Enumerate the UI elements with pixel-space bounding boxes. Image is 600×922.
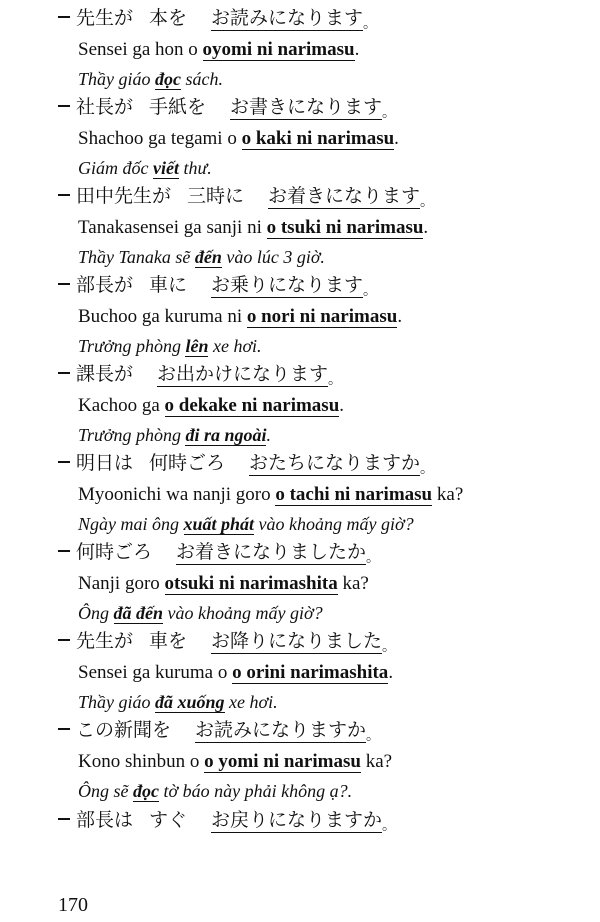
vietnamese-text: xe hơi. — [224, 692, 278, 712]
japanese-phrase: 車に — [149, 274, 188, 296]
romaji-text: ka? — [360, 751, 393, 772]
japanese-sentence — [58, 627, 396, 655]
romaji-text: . — [423, 217, 429, 238]
sentence-end-mark: 。 — [363, 283, 378, 299]
romaji-honorific: o yomi ni narimasu — [204, 751, 361, 772]
vietnamese-translation — [78, 778, 352, 804]
dash-bullet — [58, 372, 70, 374]
sentence-end-mark: 。 — [420, 194, 435, 210]
dash-bullet — [58, 283, 70, 285]
romaji-text: Kono shinbun o — [78, 751, 205, 772]
romaji-sentence — [78, 37, 359, 63]
sentence-end-mark: 。 — [366, 550, 381, 566]
romaji-honorific: oyomi ni narimasu — [202, 39, 355, 60]
vietnamese-text: tờ báo này phải không ạ?. — [159, 781, 353, 801]
vietnamese-verb: viết — [153, 158, 179, 178]
romaji-honorific: o tachi ni narimasu — [275, 484, 433, 505]
japanese-phrase: 田中先生が — [76, 185, 172, 207]
honorific-verb: おたちになりますか — [249, 452, 421, 474]
japanese-sentence — [58, 806, 396, 834]
japanese-phrase: この新聞を — [76, 719, 172, 741]
sentence-end-mark: 。 — [382, 818, 397, 834]
vietnamese-text: Trưởng phòng — [78, 336, 186, 356]
romaji-honorific: o tsuki ni narimasu — [266, 217, 424, 238]
sentence-end-mark: 。 — [363, 16, 378, 32]
romaji-text: . — [397, 306, 403, 327]
romaji-text: . — [394, 128, 399, 149]
japanese-sentence — [58, 93, 396, 121]
honorific-verb: お出かけになります — [157, 363, 329, 385]
romaji-text: . — [354, 39, 360, 60]
vietnamese-text: Giám đốc — [78, 158, 153, 178]
honorific-verb: お着きになりましたか — [176, 541, 367, 563]
vietnamese-text: Ông — [78, 603, 114, 623]
dash-bullet — [58, 639, 70, 641]
vietnamese-text: thư. — [178, 158, 212, 178]
romaji-sentence — [78, 393, 344, 419]
vietnamese-verb: lên — [185, 336, 209, 356]
romaji-sentence — [78, 482, 463, 508]
honorific-verb: お読みになります — [211, 7, 364, 29]
sentence-end-mark: 。 — [382, 105, 397, 121]
vietnamese-text: Thầy Tanaka sẽ — [78, 247, 195, 267]
romaji-sentence — [78, 304, 402, 330]
vietnamese-verb: xuất phát — [183, 514, 255, 534]
vietnamese-translation — [78, 155, 212, 181]
vietnamese-verb: đã xuống — [155, 692, 225, 712]
vietnamese-translation — [78, 333, 262, 359]
vietnamese-translation — [78, 689, 278, 715]
vietnamese-text: Thầy giáo — [78, 692, 156, 712]
honorific-verb: お戻りになりますか — [211, 809, 383, 831]
dash-bullet — [58, 818, 70, 820]
vietnamese-text: vào khoảng mấy giờ? — [163, 603, 323, 623]
romaji-text: Buchoo ga kuruma ni — [78, 306, 247, 327]
romaji-text: Sensei ga hon o — [78, 39, 203, 60]
vietnamese-text: Ông sẽ — [78, 781, 133, 801]
romaji-text: Kachoo ga — [78, 395, 165, 416]
vietnamese-text: Trưởng phòng — [78, 425, 186, 445]
dash-bullet — [58, 194, 70, 196]
vietnamese-translation — [78, 422, 271, 448]
japanese-phrase: 何時ごろ — [76, 541, 153, 563]
dash-bullet — [58, 550, 70, 552]
sentence-end-mark: 。 — [328, 372, 343, 388]
vietnamese-text: . — [266, 425, 271, 445]
japanese-sentence — [58, 449, 434, 477]
romaji-honorific: o dekake ni narimasu — [164, 395, 340, 416]
vietnamese-verb: đến — [194, 247, 222, 267]
romaji-text: ka? — [432, 484, 464, 505]
japanese-phrase: 車を — [149, 630, 188, 652]
japanese-phrase: 課長が — [76, 363, 134, 385]
sentence-end-mark: 。 — [420, 461, 435, 477]
vietnamese-translation — [78, 600, 323, 626]
japanese-sentence — [58, 716, 380, 744]
japanese-phrase: 部長が — [76, 274, 134, 296]
romaji-text: . — [339, 395, 345, 416]
vietnamese-verb: đi ra ngoài — [185, 425, 267, 445]
dash-bullet — [58, 105, 70, 107]
japanese-phrase: 先生が — [76, 7, 134, 29]
japanese-phrase: 部長は — [76, 809, 134, 831]
romaji-sentence — [78, 126, 399, 152]
japanese-phrase: 三時に — [187, 185, 245, 207]
japanese-phrase: 手紙を — [149, 96, 207, 118]
romaji-text: Sensei ga kuruma o — [78, 662, 233, 683]
romaji-sentence — [78, 660, 393, 686]
vietnamese-verb: đọc — [155, 69, 182, 89]
honorific-verb: お乗りになります — [211, 274, 364, 296]
vietnamese-text: vào lúc 3 giờ. — [221, 247, 325, 267]
vietnamese-translation — [78, 66, 223, 92]
japanese-phrase: すぐ — [149, 809, 188, 831]
romaji-text: Tanakasensei ga sanji ni — [78, 217, 267, 238]
romaji-honorific: o orini narimashita — [232, 662, 389, 683]
vietnamese-text: Thầy giáo — [78, 69, 156, 89]
dash-bullet — [58, 728, 70, 730]
vietnamese-text: xe hơi. — [208, 336, 262, 356]
vietnamese-verb: đọc — [133, 781, 159, 801]
japanese-phrase: 社長が — [76, 96, 134, 118]
japanese-phrase: 先生が — [76, 630, 134, 652]
romaji-text: . — [388, 662, 394, 683]
romaji-text: Nanji goro — [78, 573, 165, 594]
dash-bullet — [58, 16, 70, 18]
sentence-end-mark: 。 — [366, 728, 381, 744]
japanese-sentence — [58, 360, 342, 388]
vietnamese-translation — [78, 244, 325, 270]
romaji-sentence — [78, 571, 369, 597]
honorific-verb: お降りになりました — [211, 630, 383, 652]
japanese-phrase: 明日は — [76, 452, 134, 474]
romaji-sentence — [78, 215, 428, 241]
dash-bullet — [58, 461, 70, 463]
japanese-phrase: 何時ごろ — [149, 452, 226, 474]
sentence-end-mark: 。 — [382, 639, 397, 655]
romaji-text: Myoonichi wa nanji goro — [78, 484, 276, 505]
honorific-verb: お書きになります — [230, 96, 383, 118]
romaji-honorific: o nori ni narimasu — [246, 306, 398, 327]
honorific-verb: お読みになりますか — [195, 719, 367, 741]
japanese-sentence — [58, 4, 377, 32]
vietnamese-verb: đã đến — [113, 603, 163, 623]
japanese-sentence — [58, 271, 377, 299]
romaji-sentence — [78, 749, 392, 775]
vietnamese-text: sách. — [181, 69, 224, 89]
page-number: 170 — [58, 894, 88, 916]
japanese-sentence — [58, 538, 380, 566]
romaji-text: ka? — [337, 573, 369, 594]
honorific-verb: お着きになります — [268, 185, 421, 207]
vietnamese-text: Ngày mai ông — [78, 514, 184, 534]
japanese-phrase: 本を — [149, 7, 188, 29]
vietnamese-text: vào khoảng mấy giờ? — [254, 514, 414, 534]
romaji-honorific: o kaki ni narimasu — [241, 128, 395, 149]
romaji-honorific: otsuki ni narimashita — [164, 573, 338, 594]
vietnamese-translation — [78, 511, 414, 537]
romaji-text: Shachoo ga tegami o — [78, 128, 242, 149]
japanese-sentence — [58, 182, 434, 210]
